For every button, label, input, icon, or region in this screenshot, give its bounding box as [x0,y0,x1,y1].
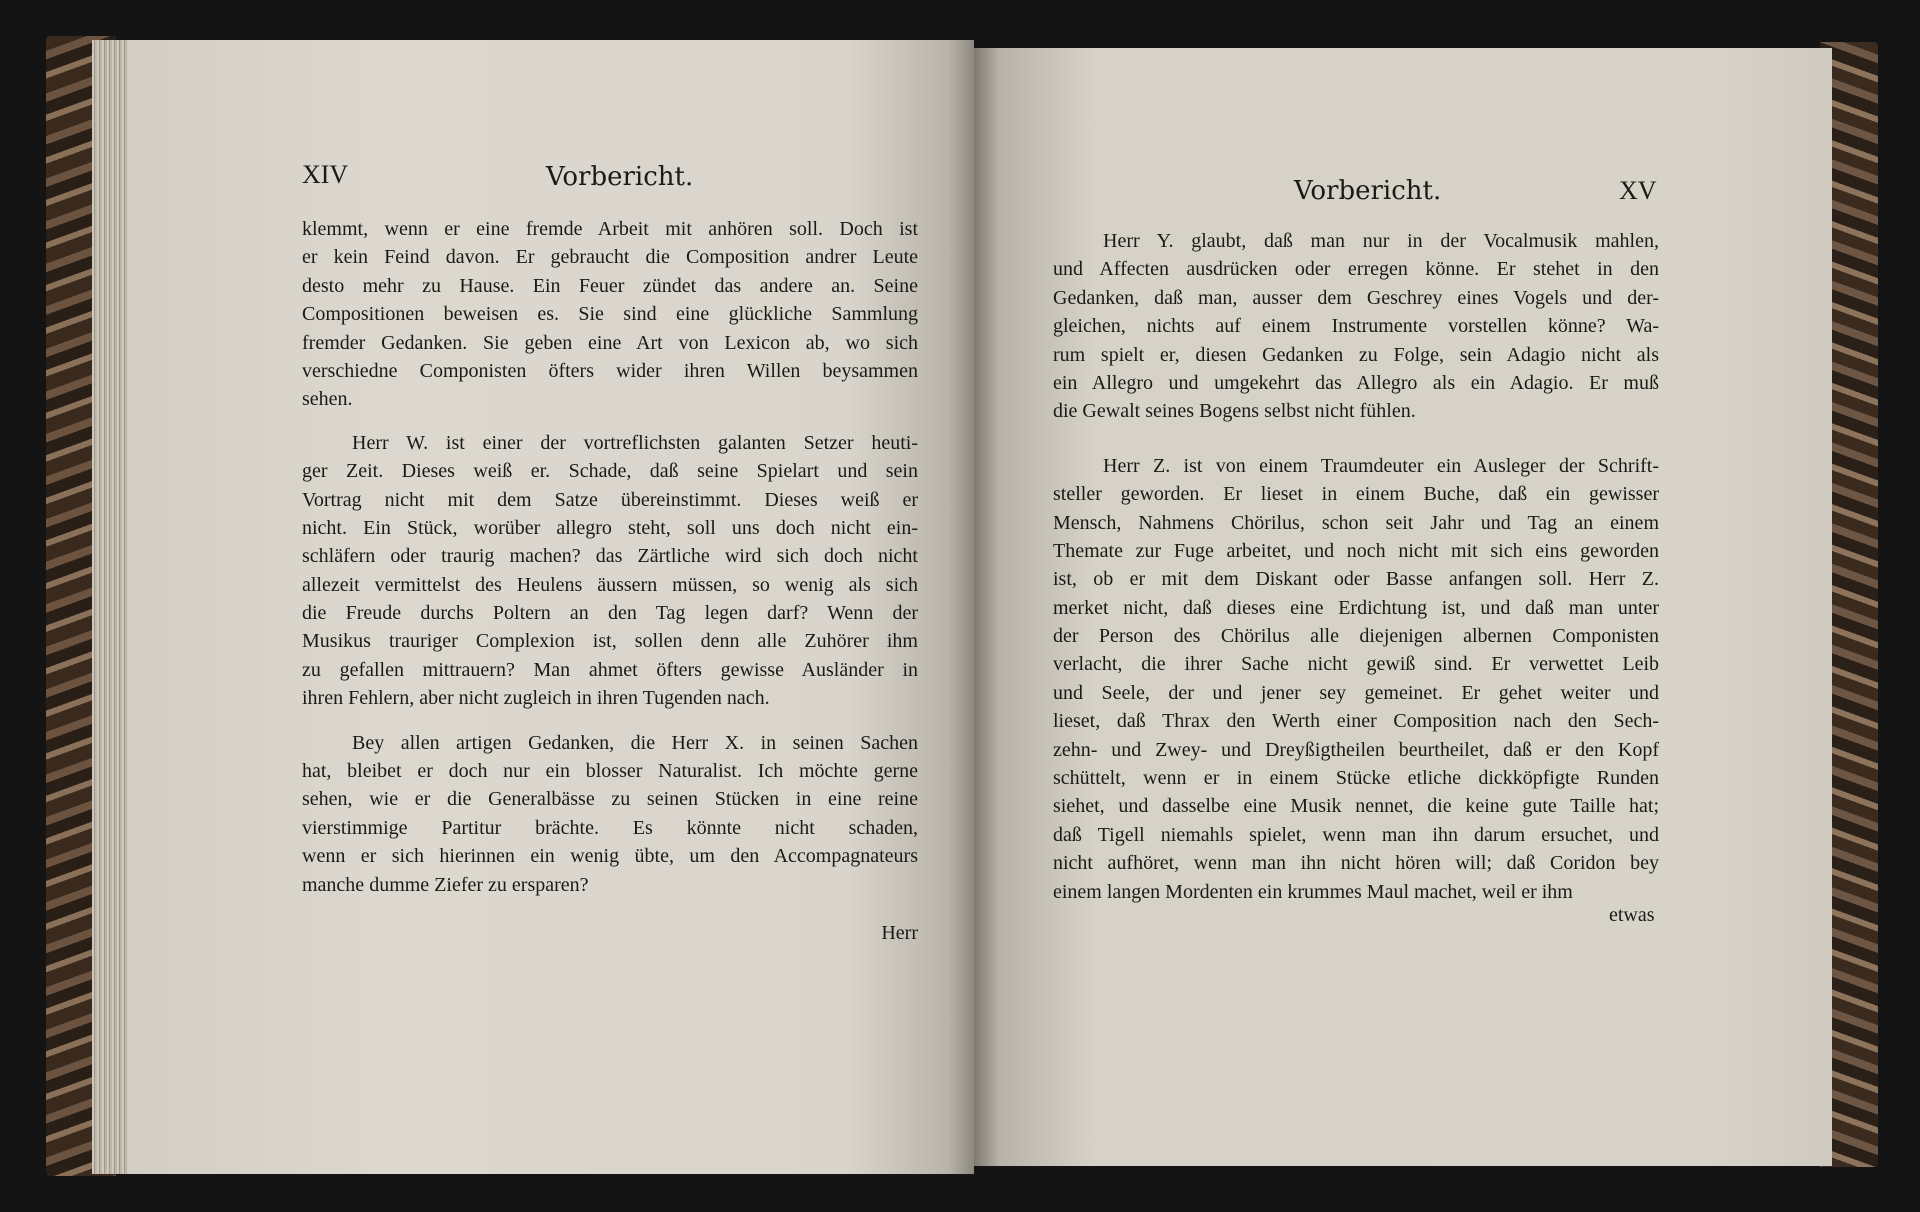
text-line: schläfern oder traurig machen? das Zärtliche wird sich doch nicht [302,545,918,568]
text-line: fremder Gedanken. Sie geben eine Art von Lexicon ab, wo sich [302,331,918,354]
text-line: Herr Z. ist von einem Traumdeuter ein Ausleger der Schrift- [1103,454,1659,477]
text-line: ger Zeit. Dieses weiß er. Schade, daß seine Spielart und sein [302,460,918,483]
text-line: Mensch, Nahmens Chörilus, schon seit Jahr und Tag an einem [1053,511,1659,534]
text-line: zu gefallen mittrauern? Man ahmet öfters gewisse Ausländer in [302,658,918,681]
text-line: manche dumme Ziefer zu ersparen? [302,873,589,896]
text-line: wenn er sich hierinnen ein wenig übte, um den Accompagnateurs [302,845,918,868]
text-line: ihren Fehlern, aber nicht zugleich in ihren Tugenden nach. [302,687,770,710]
text-line: einem langen Mordenten ein krummes Maul machet, weil er ihm [1053,880,1573,903]
page-body [302,215,918,899]
text-line: nicht. Ein Stück, worüber allegro steht, soll uns doch nicht ein- [302,516,918,539]
text-line: zehn- und Zwey- und Dreyßigtheilen beurtheilet, daß er den Kopf [1053,738,1659,761]
text-line: Bey allen artigen Gedanken, die Herr X. in seinen Sachen [352,731,918,754]
text-line: die Freude durchs Poltern an den Tag legen darf? Wenn der [302,602,918,625]
catchword: Herr [881,922,918,944]
paragraph [1053,452,1659,906]
text-line: rum spielt er, diesen Gedanken zu Folge, sein Adagio nicht als [1053,343,1659,366]
text-line: der Person des Chörilus alle diejenigen albernen Componisten [1053,625,1659,648]
page-body [1053,227,1659,906]
catchword: etwas [1609,904,1655,926]
running-head: Vorbericht. [1294,176,1442,206]
text-line: siehet, und dasselbe eine Musik nennet, die keine gute Taille hat; [1053,795,1659,818]
text-line: verschiedne Componisten öfters wider ihren Willen beysammen [302,359,918,382]
text-line: vierstimmige Partitur brächte. Es könnte nicht schaden, [302,816,918,839]
paragraph [302,215,918,414]
running-head: Vorbericht. [546,162,694,192]
text-line: die Gewalt seines Bogens selbst nicht fühlen. [1053,400,1416,423]
text-line: steller geworden. Er lieset in einem Buche, daß ein gewisser [1053,483,1659,506]
text-line: ein Allegro und umgekehrt das Allegro als ein Adagio. Er muß [1053,371,1659,394]
text-line: sehen. [302,388,353,411]
text-line: nicht aufhöret, wenn man ihn nicht hören will; daß Coridon bey [1053,852,1659,875]
page-edges [92,40,132,1174]
text-line: Themate zur Fuge arbeitet, und noch nicht mit sich eins geworden [1053,539,1659,562]
text-line: Vortrag nicht mit dem Satze übereinstimmt. Dieses weiß er [302,488,918,511]
paragraph [302,429,918,713]
text-line: er kein Feind davon. Er gebraucht die Composition andrer Leute [302,246,918,269]
text-line: schüttelt, wenn er in einem Stücke etliche dickköpfigte Runden [1053,767,1659,790]
text-line: und Seele, der und jener sey gemeinet. Er gehet weiter und [1053,681,1659,704]
right-page [974,48,1832,1166]
text-line: Gedanken, daß man, ausser dem Geschrey eines Vogels und der- [1053,286,1659,309]
text-line: allezeit vermittelst des Heulens äussern müssen, so wenig als sich [302,573,918,596]
page-number: XV [1619,176,1657,205]
text-line: daß Tigell niemahls spielet, wenn man ihn darum ersuchet, und [1053,823,1659,846]
left-page [128,40,974,1174]
text-line: Herr Y. glaubt, daß man nur in der Vocalmusik mahlen, [1103,230,1659,252]
page-number: XIV [302,160,349,189]
text-line: desto mehr zu Hause. Ein Feuer zündet das andere an. Seine [302,274,918,297]
text-line: hat, bleibet er doch nur ein blosser Naturalist. Ich möchte gerne [302,760,918,783]
paragraph [302,729,918,899]
text-line: lieset, daß Thrax den Werth einer Composition nach den Sech- [1053,710,1659,733]
text-line: und Affecten ausdrücken oder erregen könne. Er stehet in den [1053,258,1659,281]
text-line: verlacht, die ihrer Sache nicht gewiß sind. Er verwettet Leib [1053,653,1659,676]
text-line: Musikus trauriger Complexion ist, sollen denn alle Zuhörer ihm [302,630,918,653]
text-line: sehen, wie er die Generalbässe zu seinen Stücken in eine reine [302,788,918,811]
text-line: merket nicht, daß dieses eine Erdichtung ist, und daß man unter [1053,596,1659,619]
text-line: gleichen, nichts auf einem Instrumente vorstellen könne? Wa- [1053,315,1659,338]
text-line: Herr W. ist einer der vortreflichsten galanten Setzer heuti- [352,431,918,454]
text-line: klemmt, wenn er eine fremde Arbeit mit anhören soll. Doch ist [302,218,918,240]
paragraph [1053,227,1659,426]
text-line: ist, ob er mit dem Diskant oder Basse anfangen soll. Herr Z. [1053,568,1659,591]
text-line: Compositionen beweisen es. Sie sind eine glückliche Sammlung [302,303,918,326]
